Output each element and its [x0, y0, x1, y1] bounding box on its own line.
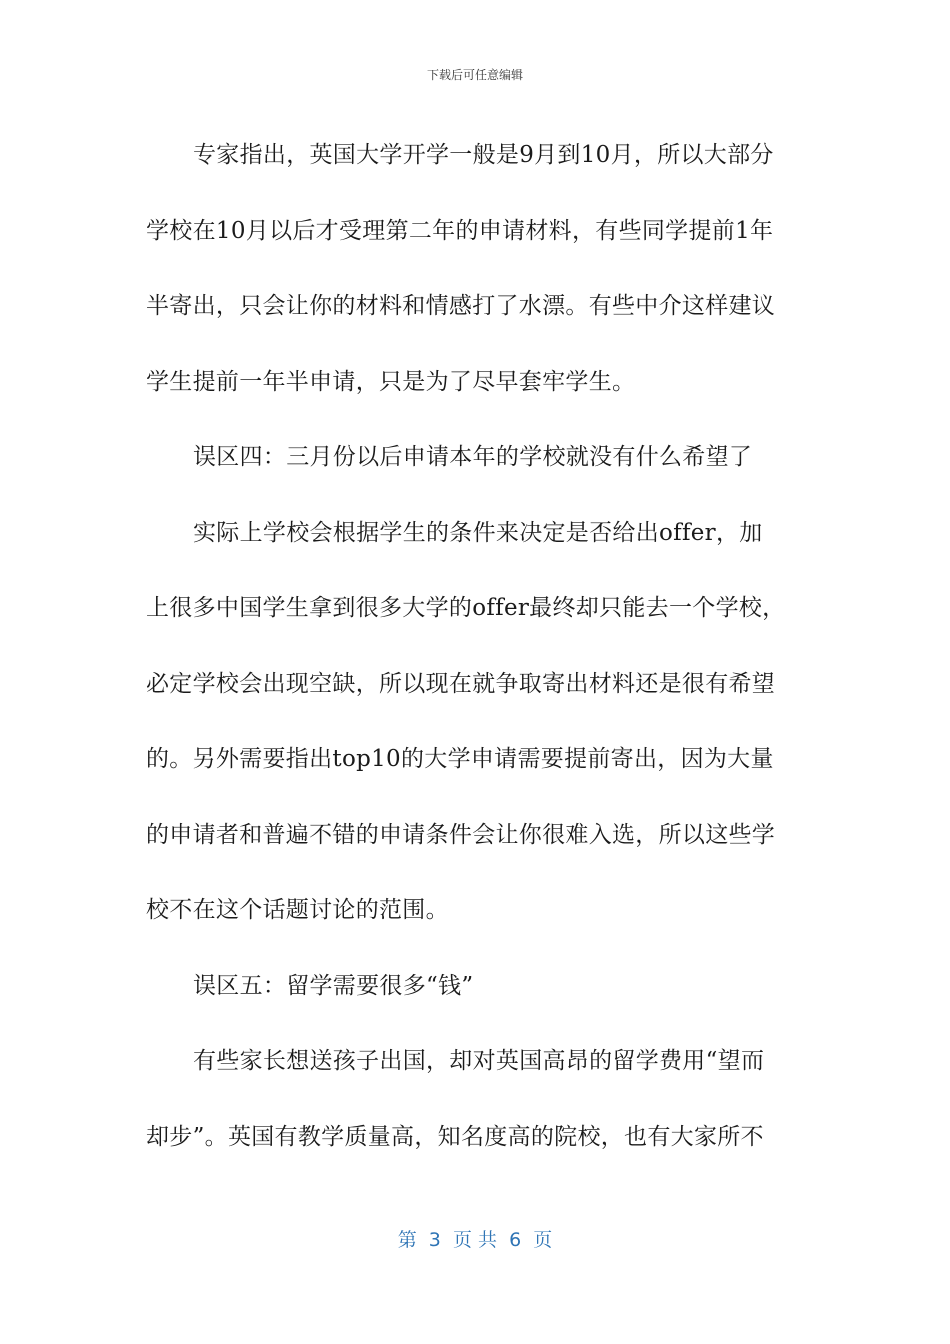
paragraph-line: 实际上学校会根据学生的条件来决定是否给出offer，加 [193, 519, 763, 546]
paragraph-line: 校不在这个话题讨论的范围。 [146, 897, 449, 923]
paragraph-line: 必定学校会出现空缺，所以现在就争取寄出材料还是很有希望 [146, 670, 776, 697]
page-number: 第 3 页 共 6 页 [397, 1229, 553, 1251]
paragraph-line: 上很多中国学生拿到很多大学的offer最终却只能去一个学校， [146, 595, 786, 621]
document-body [146, 118, 806, 1175]
paragraph-line: 专家指出，英国大学开学一般是9月到10月，所以大部分 [193, 142, 774, 168]
paragraph-line: 半寄出，只会让你的材料和情感打了水漂。有些中介这样建议 [146, 293, 776, 319]
page-header-note: 下载后可任意编辑 [426, 68, 523, 82]
paragraph-line: 的申请者和普遍不错的申请条件会让你很难入选，所以这些学 [146, 821, 776, 848]
section-heading: 误区四：三月份以后申请本年的学校就没有什么希望了 [193, 444, 753, 470]
paragraph-line: 却步”。英国有教学质量高，知名度高的院校，也有大家所不 [146, 1123, 764, 1150]
paragraph-line: 有些家长想送孩子出国，却对英国高昂的留学费用“望而 [193, 1048, 765, 1074]
paragraph-line: 学校在10月以后才受理第二年的申请材料，有些同学提前1年 [146, 217, 774, 244]
paragraph-line: 学生提前一年半申请，只是为了尽早套牢学生。 [146, 368, 636, 395]
section-heading: 误区五：留学需要很多“钱” [193, 972, 474, 999]
paragraph-line: 的。另外需要指出top10的大学申请需要提前寄出，因为大量 [146, 746, 774, 772]
